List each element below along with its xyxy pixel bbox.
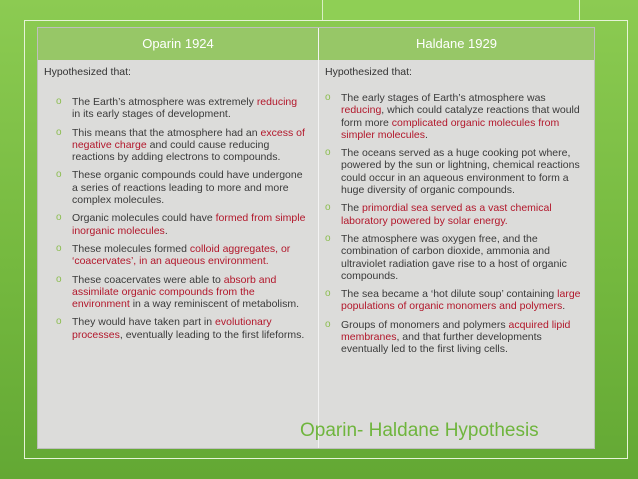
- item-text: These coacervates were able to: [72, 273, 224, 286]
- item-text: Groups of monomers and polymers: [341, 318, 509, 331]
- item-text: , which could catalyze reactions that would form more: [341, 104, 580, 129]
- item-text: The Earth’s atmosphere was extremely: [72, 96, 257, 108]
- list-item: [325, 92, 587, 141]
- highlighted-text: acquired lipid membranes: [341, 318, 571, 344]
- haldane-column: [319, 60, 594, 448]
- item-text: The early stages of Earth’s atmosphere was: [341, 92, 546, 104]
- highlighted-text: reducing: [341, 104, 382, 117]
- item-text: The sea became a ‘hot dilute soup’ containing: [341, 288, 558, 301]
- item-text: The: [341, 202, 363, 215]
- highlighted-text: primordial sea served as a vast chemical laboratory powered by solar energy.: [341, 202, 552, 227]
- comparison-table: [37, 27, 595, 449]
- list-item: [56, 274, 308, 311]
- oparin-list: [56, 96, 308, 347]
- haldane-heading: Hypothesized that:: [325, 66, 412, 78]
- slide-title: Oparin- Haldane Hypothesis: [300, 420, 539, 441]
- bullet-icon: o: [56, 212, 62, 224]
- list-item: [325, 202, 587, 227]
- item-text: .: [164, 224, 168, 237]
- highlighted-text: colloid aggregates, or ‘coacervates’, in an aqueous environment.: [72, 242, 291, 268]
- item-text: , eventually leading to the first lifeforms.: [119, 328, 305, 341]
- frame-left-line: [24, 20, 25, 459]
- table-header-row: [38, 28, 594, 60]
- decorative-tab: [322, 0, 580, 21]
- list-item: [325, 319, 587, 356]
- list-item: [56, 169, 308, 206]
- bullet-icon: o: [56, 242, 62, 254]
- list-item: [56, 96, 308, 121]
- bullet-icon: o: [56, 126, 62, 138]
- oparin-header: Oparin 1924: [142, 36, 214, 51]
- bullet-icon: o: [56, 273, 62, 285]
- item-text: , and that further developments eventually led to the first living cells.: [341, 331, 542, 356]
- haldane-header: Haldane 1929: [416, 36, 497, 51]
- oparin-column: [38, 60, 318, 448]
- list-item: [325, 147, 587, 196]
- highlighted-text: complicated organic molecules from simpler molecules: [341, 116, 560, 141]
- highlighted-text: formed from simple inorganic molecules: [72, 212, 306, 237]
- frame-top-line: [24, 20, 628, 21]
- item-text: in a way reminiscent of metabolism.: [129, 298, 300, 311]
- item-text: and could cause reducing reactions by adding electrons to compounds.: [72, 138, 281, 164]
- item-text: They would have taken part in: [72, 316, 216, 329]
- item-text: .: [425, 128, 428, 141]
- item-text: These organic compounds could have undergone a series of reactions leading to more and more complex molecules.: [72, 169, 303, 207]
- item-text: The oceans served as a huge cooking pot where, powered by the sun or lightning, chemical reactions could occur in an aqueous environment to form a huge diversity of organic compounds.: [341, 147, 580, 197]
- highlighted-text: large populations of organic monomers and polymers: [341, 288, 581, 313]
- item-text: These molecules formed: [72, 242, 190, 255]
- highlighted-text: excess of negative charge: [72, 126, 305, 151]
- item-text: in its early stages of development.: [72, 108, 231, 121]
- list-item: [56, 212, 308, 237]
- item-text: Organic molecules could have: [72, 212, 216, 225]
- bullet-icon: o: [325, 318, 331, 330]
- item-text: This means that the atmosphere had an: [72, 126, 261, 139]
- bullet-icon: o: [325, 202, 331, 214]
- list-item: [325, 288, 587, 313]
- bullet-icon: o: [325, 92, 331, 103]
- highlighted-text: reducing: [256, 96, 298, 108]
- bullet-icon: o: [325, 288, 331, 300]
- highlighted-text: evolutionary processes: [72, 316, 272, 341]
- frame-bottom-line: [24, 458, 628, 459]
- item-text: The atmosphere was oxygen free, and the combination of carbon dioxide, ammonia and ultraviolet radiation gave rise to a host of organic compounds.: [341, 232, 567, 282]
- bullet-icon: o: [56, 169, 62, 181]
- bullet-icon: o: [56, 96, 62, 107]
- bullet-icon: o: [325, 232, 331, 244]
- oparin-heading: Hypothesized that:: [44, 66, 131, 78]
- bullet-icon: o: [56, 316, 62, 328]
- bullet-icon: o: [325, 147, 331, 159]
- list-item: [325, 233, 587, 282]
- list-item: [56, 127, 308, 164]
- haldane-list: [325, 92, 587, 362]
- list-item: [56, 243, 308, 268]
- highlighted-text: absorb and assimilate organic compounds from the environment: [72, 273, 277, 311]
- item-text: .: [562, 300, 566, 313]
- list-item: [56, 316, 308, 341]
- frame-right-line: [627, 20, 628, 459]
